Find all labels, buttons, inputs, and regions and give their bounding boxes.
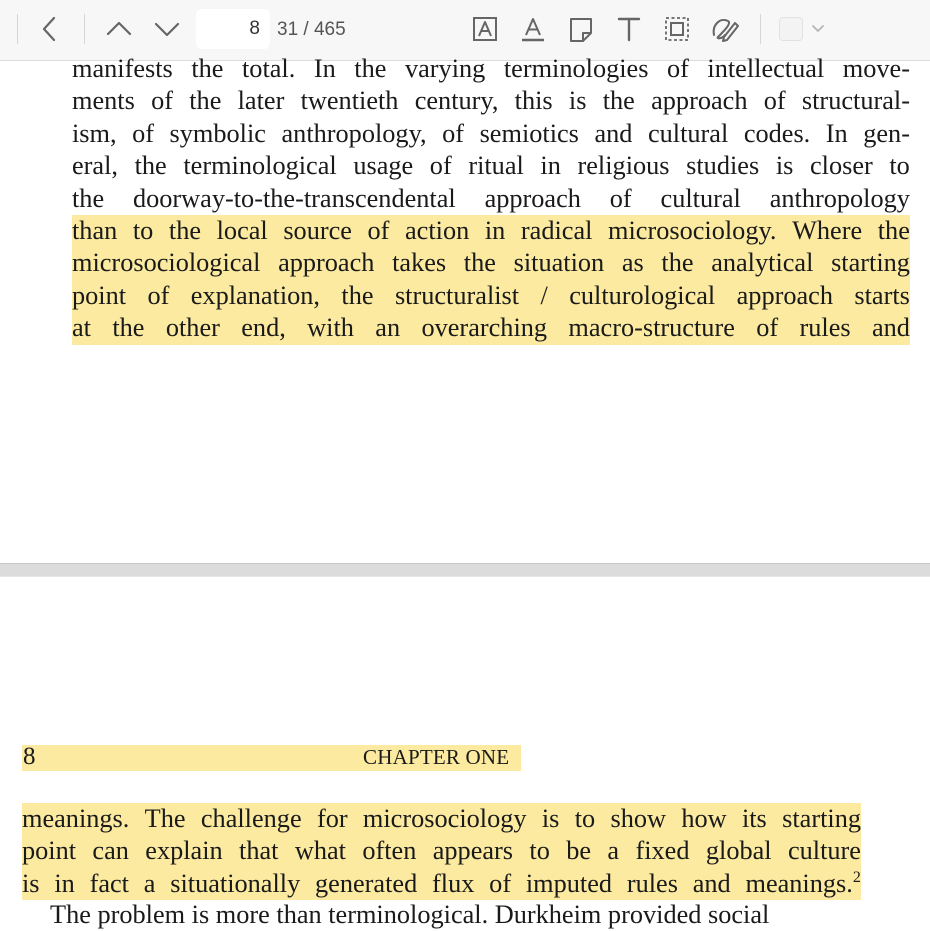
word: situation bbox=[514, 247, 605, 279]
word: how bbox=[681, 803, 726, 835]
sticky-note-button[interactable] bbox=[562, 10, 600, 48]
word: point bbox=[22, 835, 76, 867]
word: the bbox=[602, 86, 635, 116]
previous-page-icon bbox=[105, 19, 133, 39]
running-head bbox=[22, 745, 521, 771]
word: global bbox=[706, 835, 772, 867]
next-page-button[interactable] bbox=[148, 10, 186, 48]
word: than bbox=[72, 215, 118, 245]
text-line bbox=[72, 183, 910, 215]
word: local bbox=[216, 215, 268, 245]
word: doorway-to-the-transcendental bbox=[132, 183, 456, 213]
word: and bbox=[594, 118, 633, 148]
text-line bbox=[72, 247, 910, 279]
text-box-icon bbox=[471, 15, 499, 43]
word: overarching bbox=[421, 312, 547, 344]
word: challenge bbox=[201, 803, 302, 835]
word: for bbox=[317, 803, 348, 835]
text-tool-icon bbox=[615, 15, 643, 43]
word: structural- bbox=[801, 86, 910, 116]
word: at bbox=[72, 312, 91, 344]
word: in bbox=[54, 868, 74, 900]
word: the bbox=[168, 215, 202, 245]
next-page-icon bbox=[153, 19, 181, 39]
page-number-input[interactable] bbox=[196, 9, 270, 49]
word: the bbox=[341, 280, 373, 312]
body-paragraph bbox=[72, 53, 910, 345]
back-arrow-icon bbox=[40, 15, 60, 43]
word: often bbox=[362, 835, 416, 867]
word: to bbox=[889, 151, 910, 181]
pdf-page-bottom bbox=[0, 577, 930, 929]
word: starting bbox=[831, 247, 910, 279]
word: in bbox=[540, 151, 561, 181]
word: action bbox=[405, 215, 470, 245]
word: the bbox=[464, 247, 496, 279]
sticky-note-icon bbox=[567, 15, 595, 43]
word: anthropology bbox=[769, 183, 910, 213]
word: flux bbox=[432, 868, 474, 900]
word: its bbox=[742, 803, 767, 835]
toolbar-divider bbox=[760, 14, 761, 44]
word: starting bbox=[782, 803, 861, 835]
text-line bbox=[72, 312, 910, 344]
word: the bbox=[354, 54, 387, 83]
word: the bbox=[661, 247, 693, 279]
area-select-button[interactable] bbox=[658, 10, 696, 48]
word: ritual bbox=[468, 151, 524, 181]
word: gen- bbox=[863, 118, 910, 148]
word: usage bbox=[353, 151, 414, 181]
word: as bbox=[622, 247, 644, 279]
word: studies bbox=[686, 151, 760, 181]
word: later bbox=[237, 86, 285, 116]
pdf-page-top bbox=[0, 54, 930, 563]
text-line bbox=[72, 118, 910, 150]
word: of bbox=[147, 280, 169, 312]
word: cultural bbox=[647, 118, 729, 148]
word: approach bbox=[484, 183, 581, 213]
word: The bbox=[145, 803, 186, 835]
word: religious bbox=[577, 151, 670, 181]
word: microsociology. bbox=[608, 215, 777, 245]
word: an bbox=[375, 312, 400, 344]
text-line bbox=[72, 215, 910, 247]
word: manifests bbox=[72, 54, 173, 83]
word: ism, bbox=[72, 118, 117, 148]
word: with bbox=[307, 312, 354, 344]
word: total. bbox=[242, 54, 296, 83]
word: explanation, bbox=[191, 280, 320, 312]
text-underline-button[interactable] bbox=[514, 10, 552, 48]
word: imputed bbox=[526, 868, 612, 900]
word: eral, bbox=[72, 151, 118, 181]
word: the bbox=[72, 183, 105, 213]
word: is bbox=[775, 151, 794, 181]
word: ments bbox=[72, 86, 135, 116]
word: closer bbox=[809, 151, 873, 181]
word: of bbox=[666, 54, 689, 83]
word: and bbox=[872, 312, 910, 344]
word: twentieth bbox=[300, 86, 399, 116]
word: culture bbox=[788, 835, 861, 867]
word: rules bbox=[800, 312, 851, 344]
word: of bbox=[442, 118, 465, 148]
word: terminological bbox=[183, 151, 337, 181]
word: fixed bbox=[635, 835, 689, 867]
word: / bbox=[540, 280, 547, 312]
word: microsociological bbox=[72, 247, 260, 279]
word: of bbox=[609, 183, 632, 213]
text-underline-icon bbox=[519, 15, 547, 43]
text-line bbox=[22, 899, 861, 931]
word: of bbox=[489, 868, 511, 900]
back-button[interactable] bbox=[31, 10, 69, 48]
word: source bbox=[283, 215, 352, 245]
word: be bbox=[566, 835, 591, 867]
text-line bbox=[72, 85, 910, 117]
word: takes bbox=[392, 247, 446, 279]
word: is bbox=[542, 803, 560, 835]
text-box-button[interactable] bbox=[466, 10, 504, 48]
reader-toolbar bbox=[0, 0, 930, 61]
word: approach bbox=[651, 86, 748, 116]
chevron-down-icon[interactable] bbox=[810, 22, 826, 36]
word: of bbox=[756, 312, 778, 344]
word: In bbox=[313, 54, 336, 83]
toolbar-divider bbox=[17, 14, 18, 44]
word: anthropology, bbox=[281, 118, 427, 148]
word: generated bbox=[315, 868, 417, 900]
word: starts bbox=[854, 280, 910, 312]
word: appears bbox=[433, 835, 513, 867]
word: rules bbox=[627, 868, 678, 900]
word: this bbox=[514, 86, 553, 116]
word: of bbox=[367, 215, 390, 245]
body-paragraph-next bbox=[22, 899, 861, 931]
word: of bbox=[132, 118, 155, 148]
word: varying bbox=[404, 54, 486, 83]
word: fact bbox=[90, 868, 129, 900]
line-text: The problem is more than terminological. Durkheim provided social bbox=[50, 900, 770, 929]
text-line bbox=[72, 53, 910, 85]
word: analytical bbox=[711, 247, 813, 279]
word: In bbox=[825, 118, 848, 148]
signature-pen-icon bbox=[710, 15, 740, 43]
word: semiotics bbox=[479, 118, 579, 148]
word: Where bbox=[792, 215, 862, 247]
word: end, bbox=[241, 312, 286, 344]
page-count-label: 31 / 465 bbox=[277, 19, 346, 40]
word: show bbox=[610, 803, 666, 835]
word: point bbox=[72, 280, 126, 312]
word: intellectual bbox=[707, 54, 825, 83]
page-number: 8 bbox=[23, 743, 36, 770]
word: century, bbox=[414, 86, 499, 116]
word: macro-structure bbox=[568, 312, 734, 344]
word: meanings.$^2$ bbox=[745, 868, 860, 900]
word: structuralist bbox=[395, 280, 519, 312]
word: what bbox=[295, 835, 346, 867]
word: a bbox=[607, 835, 619, 867]
toolbar-divider bbox=[84, 14, 85, 44]
word: the bbox=[112, 312, 144, 344]
word: a bbox=[144, 868, 156, 900]
signature-button[interactable] bbox=[706, 10, 744, 48]
word: the bbox=[191, 54, 224, 83]
area-select-icon bbox=[663, 15, 691, 43]
word: to bbox=[132, 215, 154, 245]
chapter-title: CHAPTER ONE bbox=[363, 745, 510, 769]
word: situationally bbox=[170, 868, 300, 900]
word: codes. bbox=[743, 118, 811, 148]
previous-page-button[interactable] bbox=[100, 10, 138, 48]
word: radical bbox=[520, 215, 593, 245]
word: move- bbox=[842, 54, 910, 83]
word: the bbox=[189, 86, 222, 116]
word: is bbox=[568, 86, 587, 116]
word: culturological bbox=[569, 280, 715, 312]
word: approach bbox=[278, 247, 374, 279]
text-line bbox=[72, 150, 910, 182]
text-line bbox=[22, 835, 861, 867]
footnote-marker[interactable]: 2 bbox=[852, 869, 861, 887]
word: the bbox=[878, 215, 910, 247]
word: of bbox=[151, 86, 173, 116]
color-swatch[interactable] bbox=[779, 17, 803, 41]
text-line bbox=[72, 280, 910, 312]
word: terminologies bbox=[503, 54, 649, 83]
text-line bbox=[22, 803, 861, 835]
body-paragraph bbox=[22, 803, 861, 900]
word: symbolic bbox=[169, 118, 266, 148]
page-separator bbox=[0, 563, 930, 577]
text-line bbox=[22, 868, 861, 900]
word: can bbox=[92, 835, 129, 867]
word: to bbox=[575, 803, 595, 835]
text-tool-button[interactable] bbox=[610, 10, 648, 48]
word: microsociology bbox=[363, 803, 527, 835]
word: meanings. bbox=[22, 803, 129, 835]
word: to bbox=[529, 835, 549, 867]
word: explain bbox=[145, 835, 222, 867]
word: of bbox=[763, 86, 786, 116]
word: other bbox=[166, 312, 220, 344]
word: of bbox=[429, 151, 452, 181]
word: approach bbox=[737, 280, 833, 312]
word: is bbox=[22, 868, 40, 900]
word: the bbox=[134, 151, 167, 181]
word: and bbox=[693, 868, 731, 900]
word: in bbox=[484, 215, 506, 245]
word: cultural bbox=[660, 183, 741, 213]
word: that bbox=[239, 835, 278, 867]
